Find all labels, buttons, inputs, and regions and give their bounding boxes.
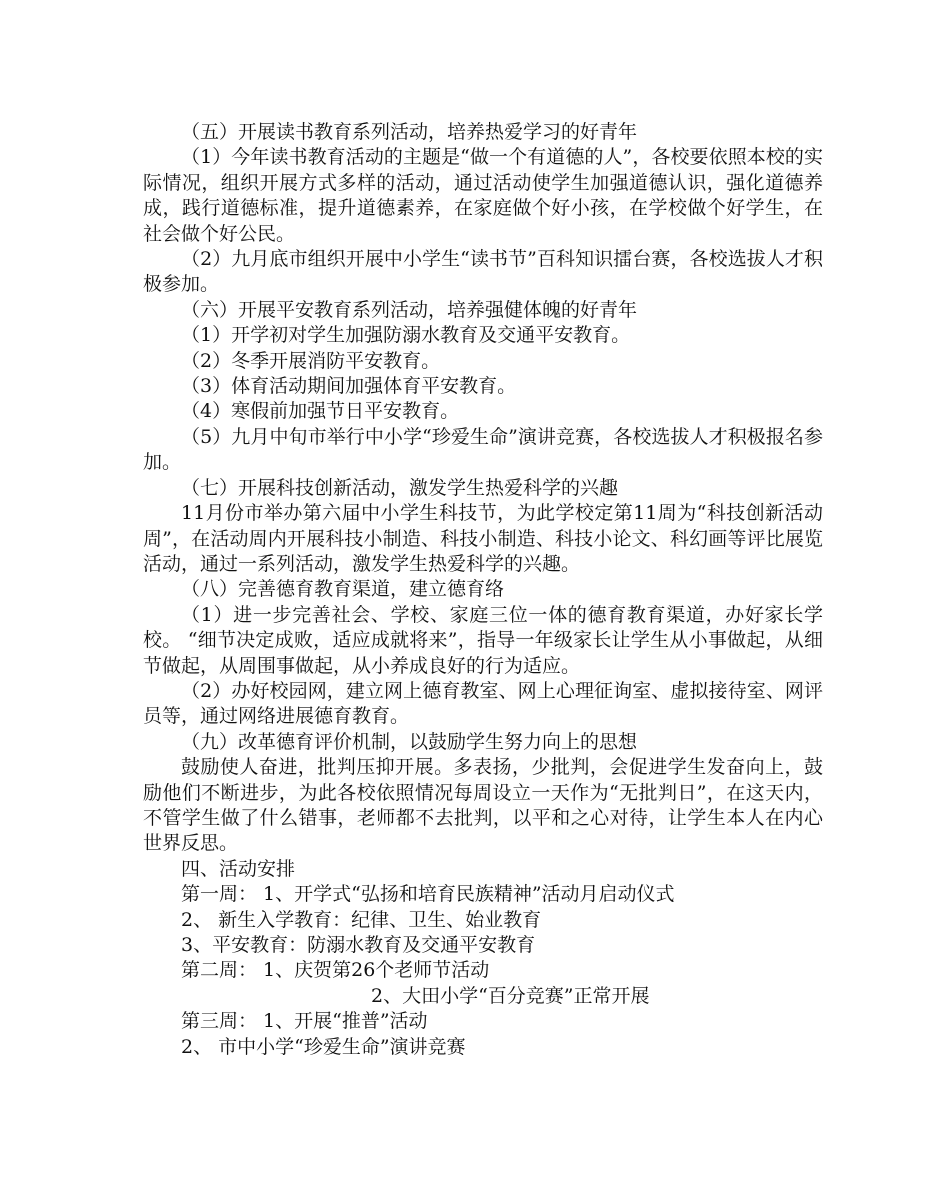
paragraph: （2）九月底市组织开展中小学生“读书节”百科知识擂台赛，各校选拔人才积极参加。 — [143, 248, 823, 296]
schedule-line: 3、平安教育：防溺水教育及交通平安教育 — [181, 934, 536, 956]
section-heading-5: （五）开展读书教育系列活动，培养热爱学习的好青年 — [181, 121, 638, 143]
paragraph: 鼓励使人奋进，批判压抑开展。多表扬，少批判，会促进学生发奋向上，鼓励他们不断进步，为此各校依照情况每周设立一天作为“无批判日”，在这天内，不管学生做了什么错事，老师都不去批判，以平和之心对待，让学生本人在内心世界反思。 — [143, 756, 823, 855]
paragraph: 11月份市举办第六届中小学生科技节，为此学校定第11周为“科技创新活动周”，在活动周内开展科技小制造、科技小制造、科技小论文、科幻画等评比展览活动，通过一系列活动，激发学生热爱科学的兴趣。 — [143, 502, 823, 575]
section-heading-9: （九）改革德育评价机制，以鼓励学生努力向上的思想 — [181, 730, 638, 753]
document-body — [143, 120, 823, 1060]
schedule-line: 第二周： 1、庆贺第26个老师节活动 — [181, 959, 490, 982]
schedule-line: 第一周： 1、开学式“弘扬和培育民族精神”活动月启动仪式 — [181, 883, 675, 906]
paragraph: （1）进一步完善社会、学校、家庭三位一体的德育教育渠道，办好家长学校。 “细节决定成败，适应成就将来”，指导一年级家长让学生从小事做起，从细节做起，从周围事做起，从小养成良好的行为适应。 — [143, 603, 823, 677]
schedule-line: 2、 新生入学教育：纪律、卫生、始业教育 — [181, 908, 542, 931]
paragraph: （1）今年读书教育活动的主题是“做一个有道德的人”，各校要依照本校的实际情况，组织开展方式多样的活动，通过活动使学生加强道德认识，强化道德养成，践行道德标准，提升道德素养，在家庭做个好小孩，在学校做个好学生，在社会做个好公民。 — [143, 146, 823, 245]
section-heading-7: （七）开展科技创新活动，激发学生热爱科学的兴趣 — [181, 476, 619, 499]
paragraph: （1）开学初对学生加强防溺水教育及交通平安教育。 — [181, 324, 631, 347]
schedule-line: 2、 市中小学“珍爱生命”演讲竞赛 — [181, 1035, 466, 1058]
paragraph: （2）办好校园网，建立网上德育教室、网上心理征询室、虚拟接待室、网评员等，通过网络进展德育教育。 — [143, 679, 823, 728]
section-heading-activity: 四、活动安排 — [181, 857, 296, 880]
section-heading-6: （六）开展平安教育系列活动，培养强健体魄的好青年 — [181, 298, 638, 321]
paragraph: （5）九月中旬市举行中小学“珍爱生命”演讲竞赛，各校选拔人才积极报名参加。 — [143, 425, 823, 474]
paragraph: （2）冬季开展消防平安教育。 — [181, 349, 441, 372]
paragraph: （4）寒假前加强节日平安教育。 — [181, 400, 460, 423]
schedule-line: 2、大田小学“百分竞赛”正常开展 — [371, 984, 650, 1007]
schedule-line: 第三周： 1、开展“推普”活动 — [181, 1010, 428, 1033]
paragraph: （3）体育活动期间加强体育平安教育。 — [181, 375, 517, 398]
section-heading-8: （八）完善德育教育渠道，建立德育络 — [181, 578, 505, 601]
